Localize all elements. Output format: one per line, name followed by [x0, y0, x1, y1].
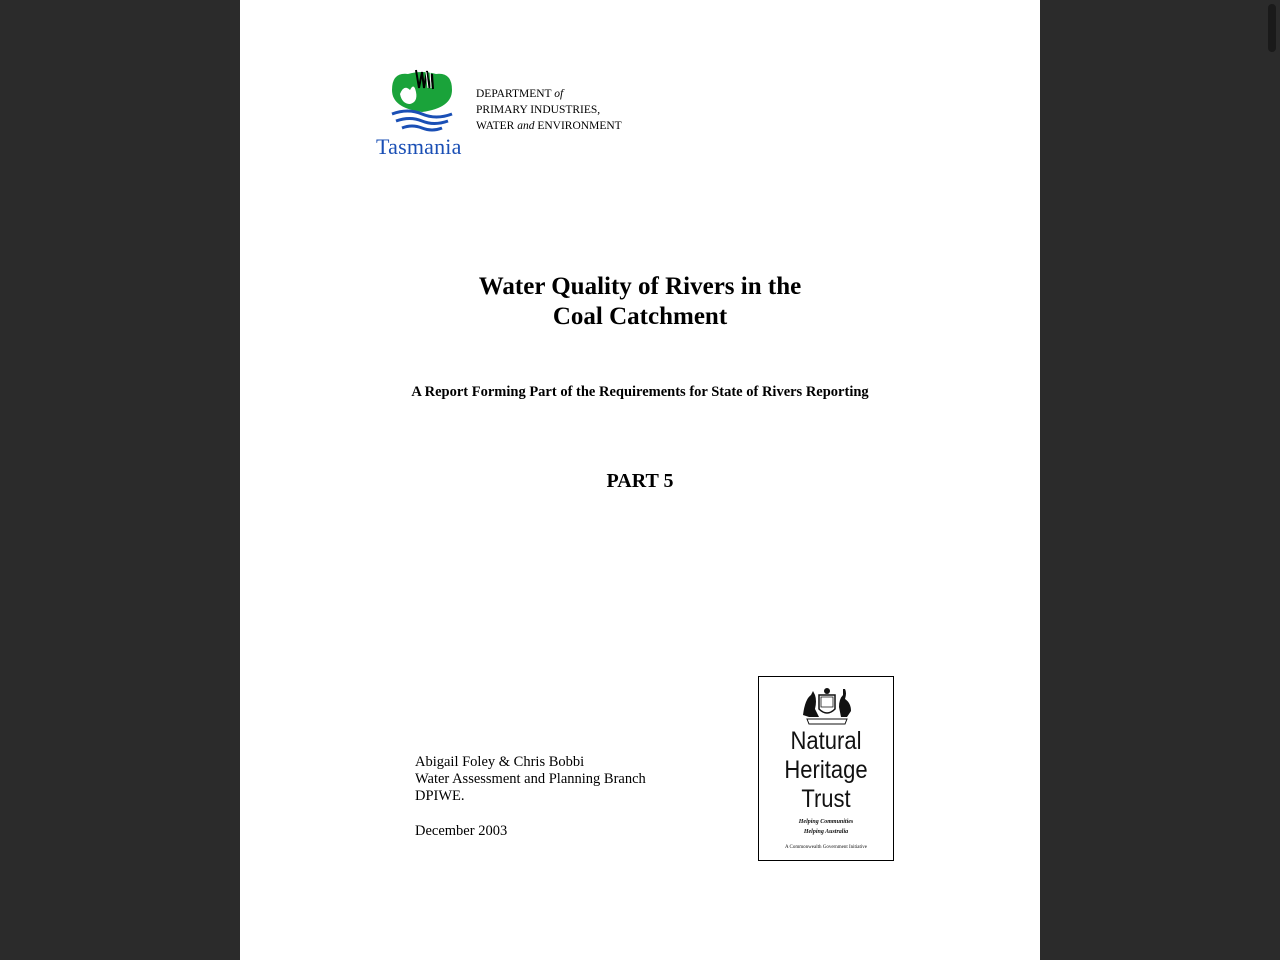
dept-line-3: WATER — [476, 120, 515, 132]
nht-word-heritage: Heritage — [784, 756, 868, 784]
tasmania-emblem-icon — [386, 68, 458, 134]
scrollbar-thumb[interactable] — [1268, 4, 1276, 52]
author-block — [415, 754, 646, 840]
title-line-1: Water Quality of Rivers in the — [478, 273, 802, 300]
nht-word-trust: Trust — [801, 785, 851, 813]
dpiwe-logo — [376, 66, 636, 166]
dept-line-1: DEPARTMENT — [476, 88, 552, 100]
dept-line-1-italic: of — [554, 88, 564, 100]
title-line-2: Coal Catchment — [552, 303, 728, 330]
part-label: PART 5 — [606, 470, 674, 492]
publication-date: December 2003 — [415, 823, 508, 839]
document-title — [240, 272, 1040, 332]
dept-line-2: PRIMARY INDUSTRIES, — [476, 104, 601, 116]
nht-tagline — [759, 817, 893, 837]
document-page — [240, 0, 1040, 960]
author-org: DPIWE. — [415, 788, 465, 804]
nht-government-initiative: A Commonwealth Government Initiative — [784, 845, 868, 850]
dept-line-3-italic: and — [517, 120, 535, 132]
author-branch: Water Assessment and Planning Branch — [415, 771, 646, 787]
document-subtitle: A Report Forming Part of the Requirements for State of Rivers Reporting — [411, 384, 869, 400]
dept-line-3-end: ENVIRONMENT — [537, 120, 622, 132]
nht-word-natural: Natural — [790, 727, 862, 755]
nht-wordmark — [767, 727, 885, 814]
author-names: Abigail Foley & Chris Bobbi — [415, 754, 585, 770]
nht-tagline-2: Helping Australia — [803, 829, 849, 835]
scrollbar[interactable] — [1264, 0, 1280, 960]
nht-tagline-1: Helping Communities — [798, 819, 854, 825]
tasmania-wordmark: Tasmania — [376, 134, 462, 159]
commonwealth-crest-icon — [799, 685, 855, 725]
natural-heritage-trust-logo — [758, 676, 894, 861]
department-name — [476, 86, 622, 134]
